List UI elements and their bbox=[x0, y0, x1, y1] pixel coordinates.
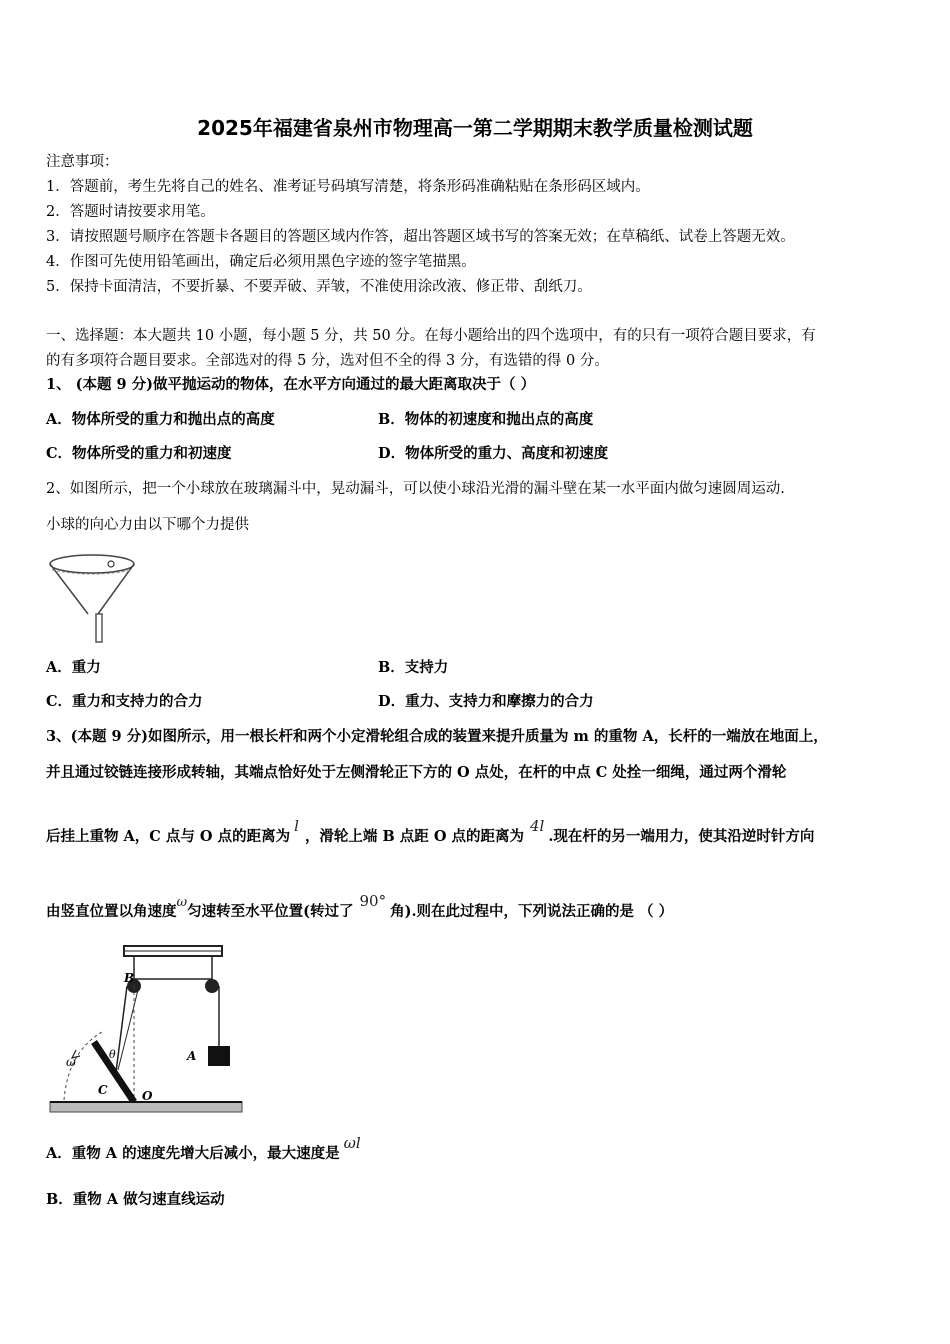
label-o: O bbox=[142, 1089, 153, 1103]
text-segment: A．重物 A 的速度先增大后减小，最大速度是 bbox=[46, 1145, 340, 1162]
page-title: 2025年福建省泉州市物理高一第二学期期末教学质量检测试题 bbox=[197, 116, 753, 140]
text-segment: .现在杆的另一端用力，使其沿逆时针方向 bbox=[548, 828, 815, 845]
math-omega-l: ωl bbox=[343, 1134, 361, 1152]
question-2-stem: 小球的向心力由以下哪个力提供 bbox=[46, 517, 249, 533]
math-90-degrees: 90° bbox=[359, 892, 387, 910]
text-segment: 后挂上重物 A，C 点与 O 点的距离为 bbox=[46, 828, 291, 845]
q3-option-b: B．重物 A 做匀速直线运动 bbox=[46, 1191, 225, 1208]
q1-option-b: B．物体的初速度和抛出点的高度 bbox=[378, 411, 594, 428]
math-omega: ω bbox=[176, 895, 188, 910]
notice-item: 1．答题前，考生先将自己的姓名、准考证号码填写清楚，将条形码准确粘贴在条形码区域内。 bbox=[46, 179, 650, 195]
math-l: l bbox=[294, 817, 299, 835]
q1-option-d: D．物体所受的重力、高度和初速度 bbox=[378, 445, 609, 462]
question-3-stem: 并且通过铰链连接形成转轴，其端点恰好处于左侧滑轮正下方的 O 点处，在杆的中点 C 处拴一细绳，通过两个滑轮 bbox=[46, 764, 787, 781]
math-4l: 4l bbox=[530, 817, 545, 835]
question-2-stem: 2、如图所示，把一个小球放在玻璃漏斗中，晃动漏斗，可以使小球沿光滑的漏斗壁在某一水平面内做匀速圆周运动. bbox=[46, 481, 785, 497]
label-theta: θ bbox=[109, 1048, 116, 1061]
question-3-stem: 3、(本题 9 分)如图所示，用一根长杆和两个小定滑轮组合成的装置来提升质量为 m 的重物 A，长杆的一端放在地面上， bbox=[46, 728, 828, 745]
q2-option-b: B．支持力 bbox=[378, 659, 449, 676]
notice-item: 2．答题时请按要求用笔。 bbox=[46, 204, 215, 220]
q1-option-c: C．物体所受的重力和初速度 bbox=[46, 445, 232, 462]
q3-option-a bbox=[46, 1134, 361, 1164]
text-segment: 匀速转至水平位置(转过了 bbox=[187, 903, 354, 920]
text-segment: 由竖直位置以角速度 bbox=[46, 903, 177, 920]
text-segment: 角).则在此过程中，下列说法正确的是 （ ） bbox=[390, 903, 674, 920]
q2-option-d: D．重力、支持力和摩擦力的合力 bbox=[378, 693, 594, 710]
notice-item: 3．请按照题号顺序在答题卡各题目的答题区域内作答，超出答题区域书写的答案无效；在草稿纸、试卷上答题无效。 bbox=[46, 229, 795, 245]
funnel-figure bbox=[44, 550, 144, 645]
label-c: C bbox=[98, 1083, 108, 1097]
notice-item: 5．保持卡面清洁，不要折暴、不要弄破、弄皱，不准使用涂改液、修正带、刮纸刀。 bbox=[46, 279, 592, 295]
q2-option-c: C．重力和支持力的合力 bbox=[46, 693, 203, 710]
q2-option-a: A．重力 bbox=[46, 659, 101, 676]
section-intro: 的有多项符合题目要求。全部选对的得 5 分，选对但不全的得 3 分，有选错的得 0 分。 bbox=[46, 353, 609, 369]
label-b: B bbox=[124, 971, 135, 985]
label-omega: ω bbox=[66, 1055, 76, 1069]
question-3-stem bbox=[46, 817, 815, 847]
question-1-stem: 1、 (本题 9 分)做平抛运动的物体，在水平方向通过的最大距离取决于（ ） bbox=[46, 376, 536, 393]
label-a: A bbox=[187, 1049, 197, 1063]
q1-option-a: A．物体所受的重力和抛出点的高度 bbox=[46, 411, 275, 428]
notice-heading: 注意事项： bbox=[46, 154, 119, 170]
text-segment: ，滑轮上端 B 点距 O 点的距离为 bbox=[304, 828, 525, 845]
section-intro: 一、选择题：本大题共 10 小题，每小题 5 分，共 50 分。在每小题给出的四个选项中，有的只有一项符合题目要求，有 bbox=[46, 328, 816, 344]
pulley-figure bbox=[46, 942, 246, 1120]
question-3-stem bbox=[46, 892, 674, 923]
notice-item: 4．作图可先使用铅笔画出，确定后必须用黑色字迹的签字笔描黑。 bbox=[46, 254, 476, 270]
